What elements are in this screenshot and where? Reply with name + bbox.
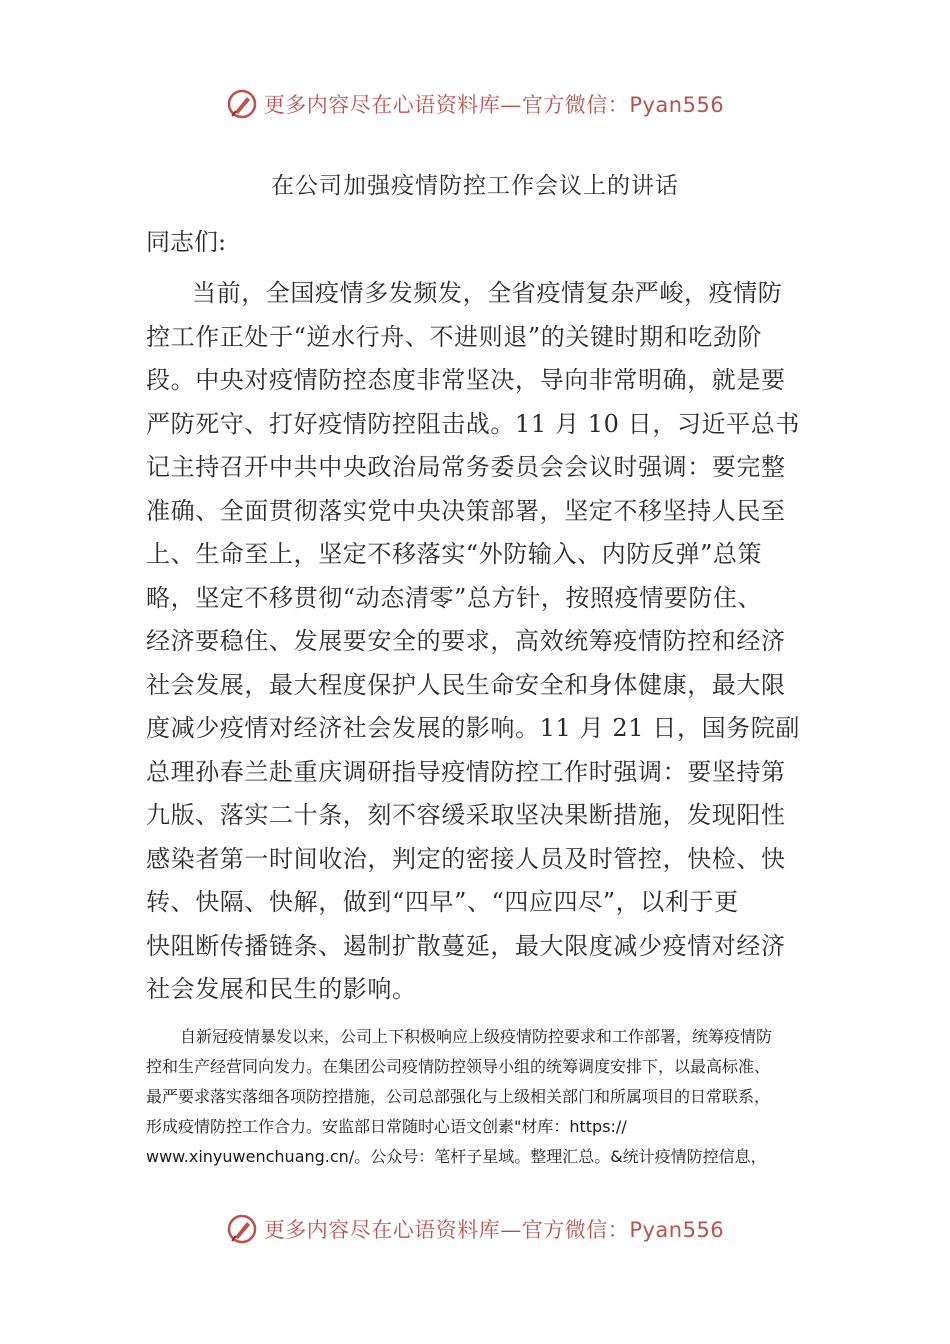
text-line: 快阻断传播链条、遏制扩散蔓延，最大限度减少疫情对经济 — [146, 931, 786, 960]
text-line: 社会发展，最大程度保护人民生命安全和身体健康，最大限 — [146, 670, 786, 699]
banner-text — [264, 89, 724, 119]
text-line: 上、生命至上，坚定不移落实“外防输入、内防反弹”总策 — [146, 540, 763, 568]
text-line: 准确、全面贯彻落实党中央决策部署，坚定不移坚持人民至 — [146, 496, 786, 525]
text-line: 感染者第一时间收治，判定的密接人员及时管控，快检、快 — [146, 844, 786, 873]
text-line: 控工作正处于“逆水行舟、不进则退”的关键时期和吃劲阶 — [146, 322, 763, 351]
banner-dash: — — [500, 93, 522, 117]
text-line: 度减少疫情对经济社会发展的影响。11 月 21 日，国务院副 — [146, 714, 800, 742]
text-line: 总理孙春兰赴重庆调研指导疫情防控工作时强调：要坚持第 — [146, 757, 786, 786]
banner-wechat: Pyan556 — [629, 1218, 725, 1242]
document-title: 在公司加强疫情防控工作会议上的讲话 — [271, 173, 679, 199]
text-line: 最严要求落实落细各项防控措施，公司总部强化与上级相关部门和所属项目的日常联系， — [146, 1087, 771, 1106]
secondary-paragraph — [146, 1022, 810, 1172]
banner-text — [264, 1214, 724, 1244]
pen-nib-logo-icon — [226, 1213, 258, 1245]
greeting: 同志们: — [146, 228, 227, 256]
text-line: www.xinyuwenchuang.cn/。公众号：笔杆子星域。整理汇总。&统计疫情防控信息， — [146, 1147, 767, 1166]
pen-nib-logo-icon — [226, 88, 258, 120]
text-line: 九版、落实二十条，刻不容缓采取坚决果断措施，发现阳性 — [146, 801, 786, 829]
text-line: 严防死守、打好疫情防控阻击战。11 月 10 日，习近平总书 — [146, 409, 800, 438]
banner-dash: — — [500, 1218, 522, 1242]
text-line: 自新冠疫情暴发以来，公司上下积极响应上级疫情防控要求和工作部署，统筹疫情防 — [180, 1027, 773, 1046]
text-line: 控和生产经营同向发力。在集团公司疫情防控领导小组的统筹调度安排下，以最高标准、 — [146, 1057, 771, 1076]
banner-official: 官方微信： — [521, 93, 630, 117]
text-line: 略，坚定不移贯彻“动态清零”总方针，按照疫情要防住、 — [146, 583, 763, 612]
text-line: 经济要稳住、发展要安全的要求，高效统筹疫情防控和经济 — [146, 627, 786, 655]
banner-brand: 更多内容尽在心语资料库 — [263, 93, 501, 117]
text-line: 转、快隔、快解，做到“四早”、“四应四尽”，以利于更 — [146, 888, 739, 916]
main-paragraph — [146, 272, 810, 1012]
text-line: 段。中央对疫情防控态度非常坚决，导向非常明确，就是要 — [146, 366, 786, 394]
footer-banner — [0, 1207, 950, 1251]
text-line: 当前，全国疫情多发频发，全省疫情复杂严峻，疫情防 — [192, 279, 783, 307]
banner-brand: 更多内容尽在心语资料库 — [263, 1218, 501, 1242]
banner-wechat: Pyan556 — [629, 93, 725, 117]
text-line: 社会发展和民生的影响。 — [146, 975, 417, 1003]
text-line: 形成疫情防控工作合力。安监部日常随时心语文创素"材库：https:// — [146, 1117, 627, 1136]
text-line: 记主持召开中共中央政治局常务委员会会议时强调：要完整 — [146, 453, 786, 481]
header-banner — [0, 82, 950, 126]
banner-official: 官方微信： — [521, 1218, 630, 1242]
